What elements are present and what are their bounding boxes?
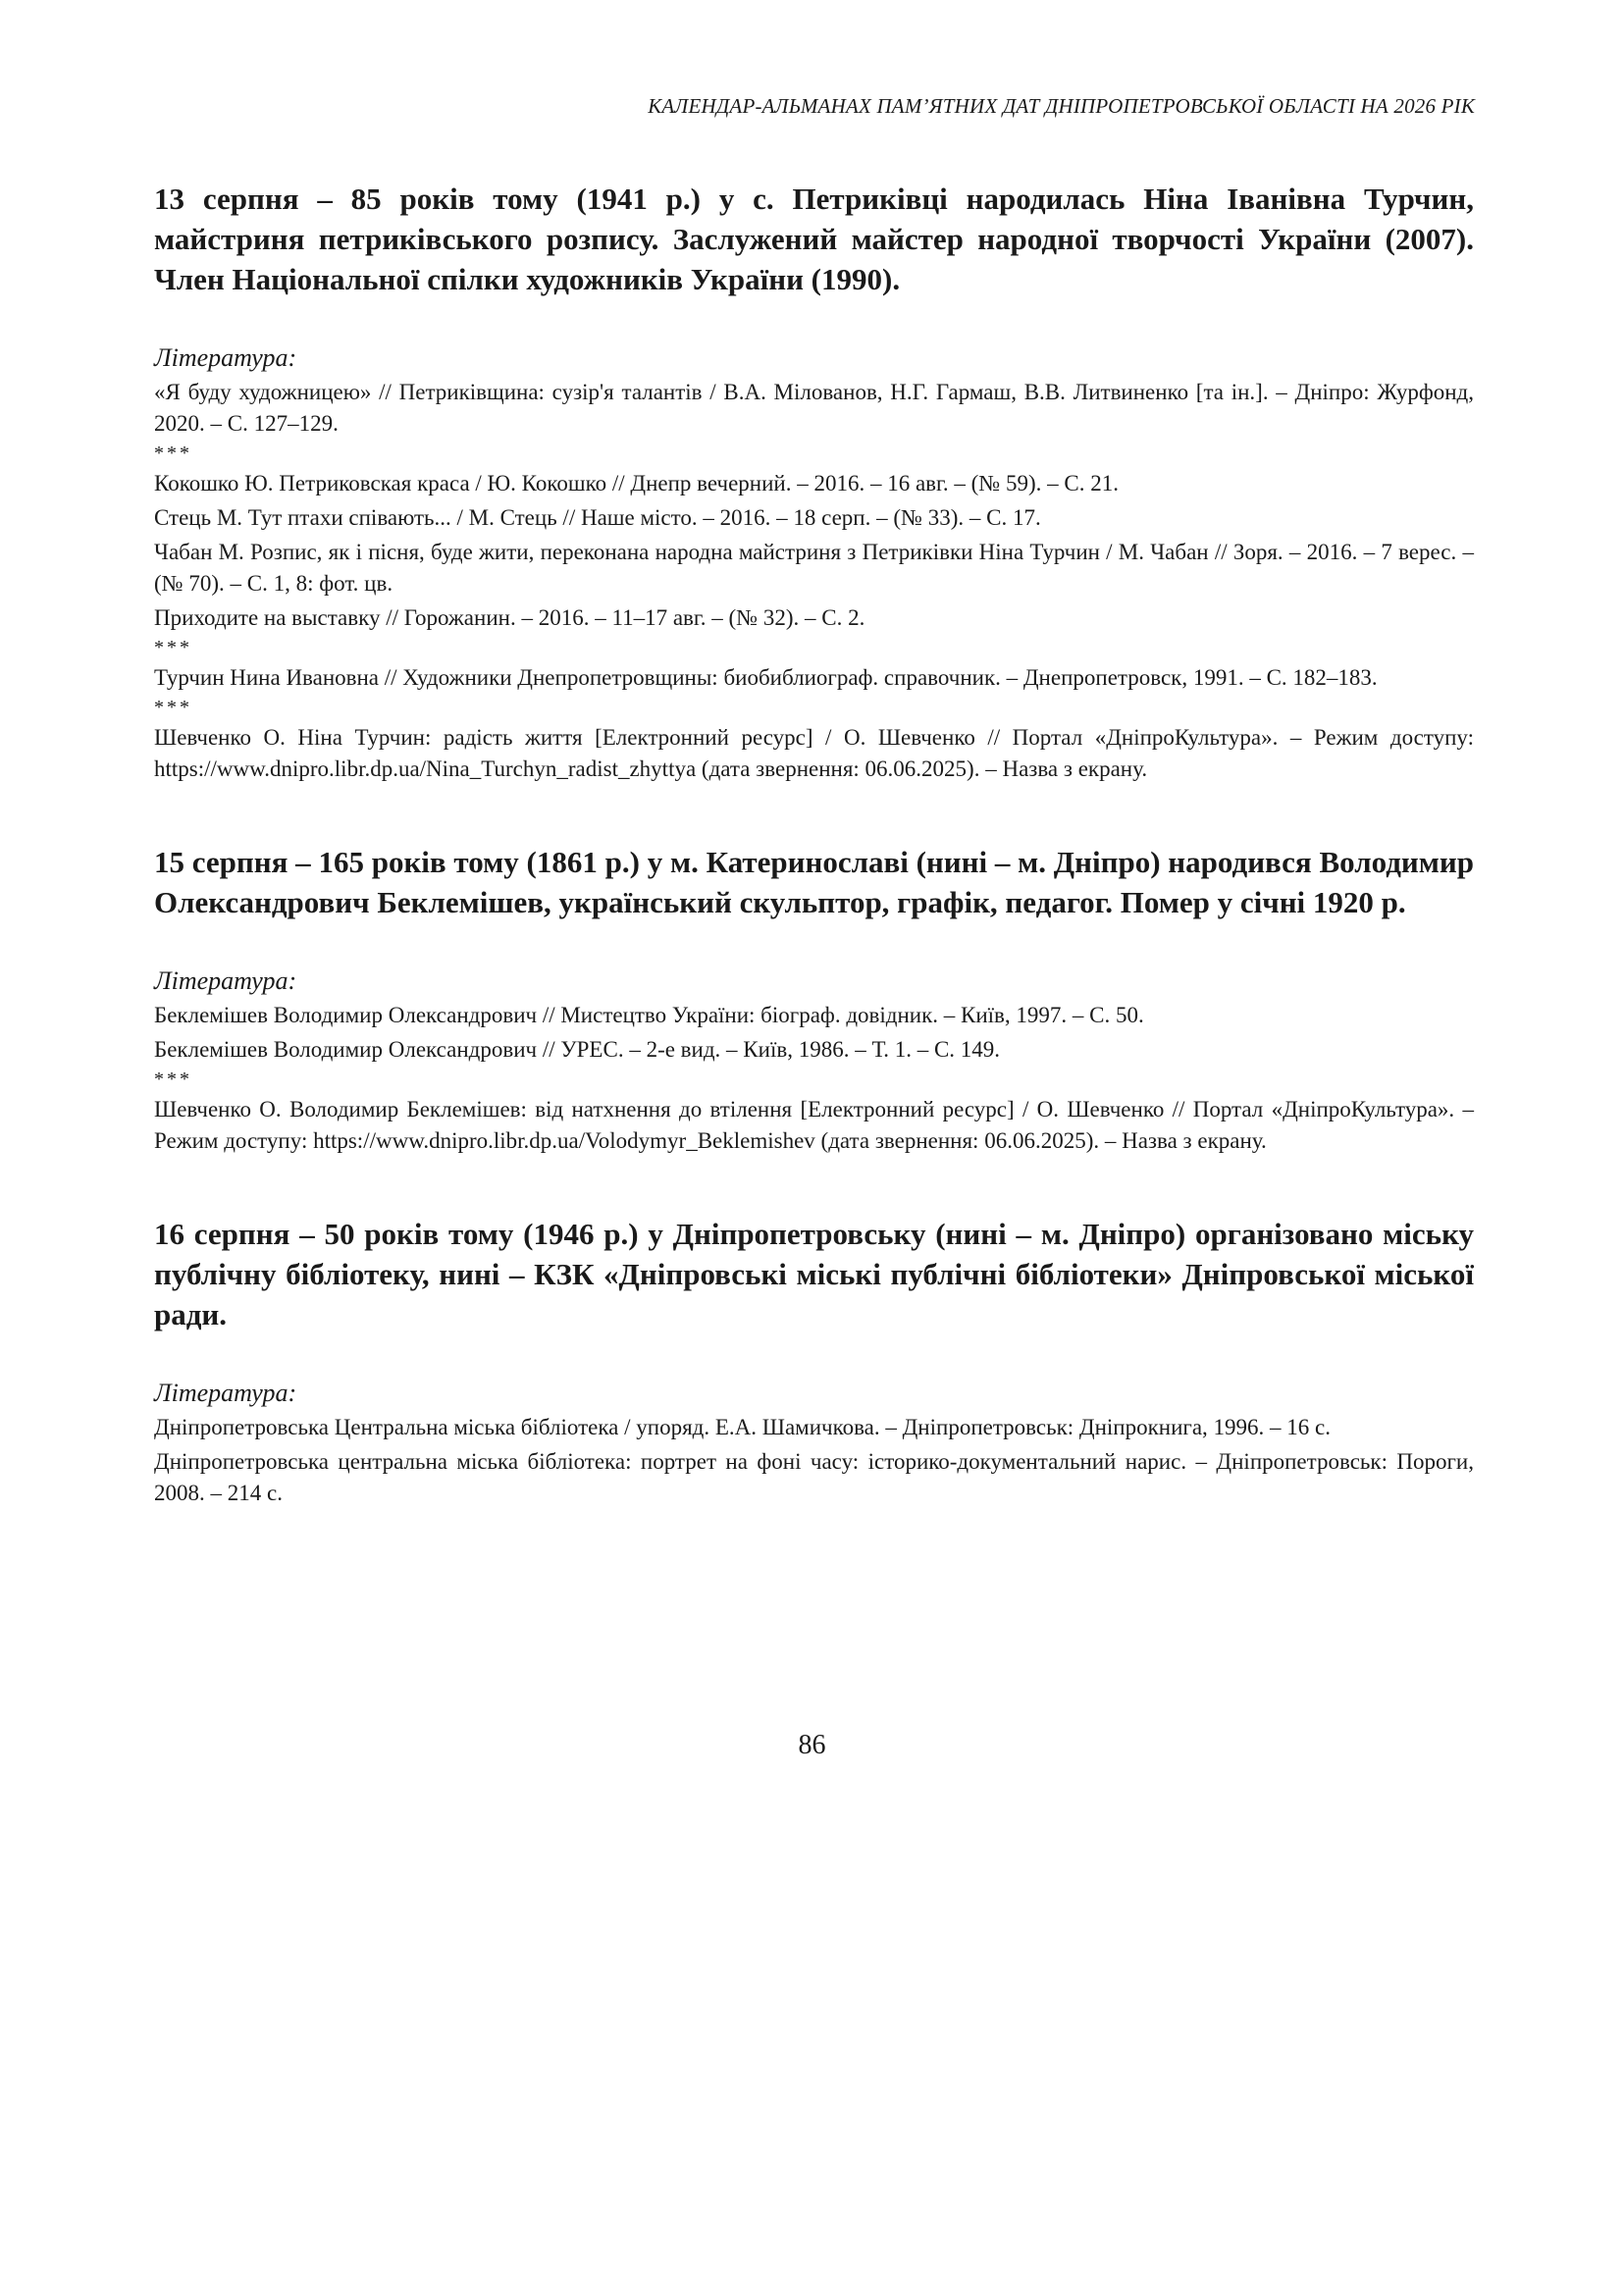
reference-item: Дніпропетровська центральна міська бібліотека: портрет на фоні часу: історико-документальний нарис. – Дніпропетровськ: Пороги, 2008. – 214 с. <box>154 1449 1474 1505</box>
reference-item: Турчин Нина Ивановна // Художники Днепропетровщины: биобиблиограф. справочник. – Днепропетровск, 1991. – С. 182–183. <box>154 665 1378 690</box>
reference-item: Шевченко О. Володимир Беклемішев: від натхнення до втілення [Електронний ресурс] / О. Шевченко // Портал «ДніпроКультура». – Режим доступу: https://www.dnipro.libr.dp.ua/Volodymyr_Beklemishev (дата звернення: 06.06.2025). – Назва з екрану. <box>154 1097 1474 1153</box>
entry-heading: 16 серпня – 50 років тому (1946 р.) у Дніпропетровську (нині – м. Дніпро) організовано міську публічну бібліотеку, нині – КЗК «Дніпровські міські публічні бібліотеки» Дніпровської міської ради. <box>154 1217 1474 1331</box>
reference-separator: *** <box>154 443 192 464</box>
entry-heading: 13 серпня – 85 років тому (1941 р.) у с. Петриківці народилась Ніна Іванівна Турчин, майстриня петриківського розпису. Заслужений майстер народної творчості України (2007). Член Національної спілки художників України (1990). <box>154 182 1474 296</box>
reference-item: Кокошко Ю. Петриковская краса / Ю. Кокошко // Днепр вечерний. – 2016. – 16 авг. – (№ 59). – С. 21. <box>154 471 1119 496</box>
reference-item: Шевченко О. Ніна Турчин: радість життя [Електронний ресурс] / О. Шевченко // Портал «ДніпроКультура». – Режим доступу: https://www.dnipro.libr.dp.ua/Nina_Turchyn_radist_zhyttya (дата звернення: 06.06.2025). – Назва з екрану. <box>154 725 1474 781</box>
page-content <box>154 179 1474 1566</box>
reference-item: Дніпропетровська Центральна міська бібліотека / упоряд. Е.А. Шамичкова. – Дніпропетровськ: Дніпрокнига, 1996. – 16 с. <box>154 1415 1331 1439</box>
literature-label: Література: <box>154 343 297 372</box>
literature-label: Література: <box>154 966 297 995</box>
reference-item: «Я буду художницею» // Петриківщина: сузір'я талантів / В.А. Мілованов, Н.Г. Гармаш, В.В. Литвиненко [та ін.]. – Дніпро: Журфонд, 2020. – С. 127–129. <box>154 380 1474 436</box>
reference-separator: *** <box>154 697 192 718</box>
reference-item: Стець М. Тут птахи співають... / М. Стець // Наше місто. – 2016. – 18 серп. – (№ 33). – С. 17. <box>154 505 1041 530</box>
entry-turchyn <box>154 179 1474 785</box>
reference-separator: *** <box>154 637 192 658</box>
literature-label: Література: <box>154 1379 297 1407</box>
reference-item: Беклемішев Володимир Олександрович // Мистецтво України: біограф. довідник. – Київ, 1997. – С. 50. <box>154 1003 1144 1027</box>
reference-item: Чабан М. Розпис, як і пісня, буде жити, переконана народна майстриня з Петриківки Ніна Турчин / М. Чабан // Зоря. – 2016. – 7 верес. – (№ 70). – С. 1, 8: фот. цв. <box>154 540 1474 596</box>
reference-separator: *** <box>154 1069 192 1090</box>
entry-beklemishev <box>154 842 1474 1157</box>
running-header: КАЛЕНДАР-АЛЬМАНАХ ПАМ’ЯТНИХ ДАТ ДНІПРОПЕТРОВСЬКОЇ ОБЛАСТІ НА 2026 РІК <box>648 94 1475 118</box>
entry-library <box>154 1214 1474 1509</box>
reference-item: Беклемішев Володимир Олександрович // УРЕС. – 2-е вид. – Київ, 1986. – Т. 1. – С. 149. <box>154 1037 1001 1062</box>
page-number: 86 <box>798 1730 826 1760</box>
reference-item: Приходите на выставку // Горожанин. – 2016. – 11–17 авг. – (№ 32). – С. 2. <box>154 605 865 630</box>
entry-heading: 15 серпня – 165 років тому (1861 р.) у м. Катеринославі (нині – м. Дніпро) народився Володимир Олександрович Беклемішев, український скульптор, графік, педагог. Помер у січні 1920 р. <box>154 845 1474 919</box>
